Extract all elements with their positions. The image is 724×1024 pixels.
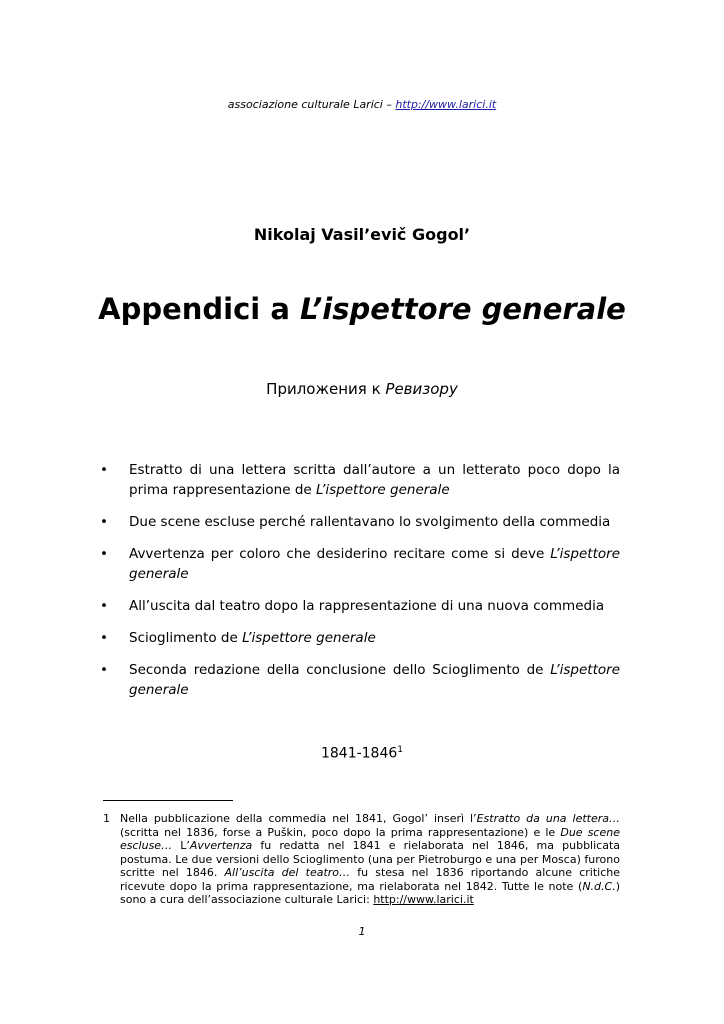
list-item-text: Seconda redazione della conclusione dello Scioglimento de (129, 662, 551, 678)
list-item-text: All’uscita dal teatro dopo la rappresentazione di una nuova commedia (129, 598, 605, 614)
subtitle-italic: Ревизору (385, 380, 458, 398)
bullet-icon: • (100, 662, 108, 678)
footnote-number: 1 (103, 812, 110, 825)
list-item (100, 596, 620, 616)
date-text: 1841-1846 (320, 745, 398, 762)
list-item-italic: L’ispettore generale (129, 546, 620, 582)
footnote-segment: L’ (172, 839, 190, 852)
footnote-italic: N.d.C. (582, 879, 616, 893)
footnote-italic: Estratto da una lettera… (476, 812, 620, 825)
russian-subtitle (0, 380, 724, 398)
footnote-segment: (scritta nel 1836, forse a Puškin, poco dopo la prima rappresentazione) e le (120, 825, 561, 839)
list-item (100, 460, 620, 500)
document-title (0, 292, 724, 327)
page-header (0, 98, 724, 111)
header-text: associazione culturale Larici – (227, 98, 396, 111)
bullet-icon: • (100, 598, 108, 614)
bullet-icon: • (100, 630, 108, 646)
list-item (100, 628, 620, 648)
list-item-text: Due scene escluse perché rallentavano lo svolgimento della commedia (129, 514, 611, 530)
footnote-italic: Due scene escluse… (120, 825, 620, 852)
bullet-icon: • (100, 462, 108, 478)
list-item (100, 544, 620, 584)
footnote-text (120, 812, 620, 907)
footnote-segment: fu redatta nel 1841 e rielaborata nel 1846, ma pubblicata postuma. Le due versioni dello Scioglimento (una per Pietroburgo e una per Mosca) furono scritte nel 1846. (120, 839, 621, 879)
footnote-segment: fu stesa nel 1836 riportando alcune critiche ricevute dopo la prima rappresentazione, ma rielaborata nel 1842. Tutte le note ( (120, 866, 620, 893)
footnote-ref[interactable]: 1 (397, 745, 404, 755)
footnote-separator (103, 800, 233, 801)
contents-list (100, 460, 620, 700)
list-item (100, 660, 620, 700)
footnote-link[interactable]: http://www.larici.it (373, 893, 474, 906)
title-italic: L’ispettore generale (300, 292, 626, 326)
page-number: 1 (358, 925, 366, 938)
list-item-italic: L’ispettore generale (315, 482, 450, 498)
footnote (103, 812, 620, 907)
footnote-italic: All’uscita del teatro… (224, 866, 351, 879)
bullet-icon: • (100, 514, 108, 530)
list-item-italic: L’ispettore generale (242, 630, 376, 646)
footnote-segment: ) sono a cura dell’associazione culturale Larici: (120, 879, 620, 906)
footnote-italic: Avvertenza (189, 839, 253, 852)
subtitle-prefix: Приложения к (266, 380, 386, 398)
bullet-icon: • (100, 546, 108, 562)
header-link[interactable]: http://www.larici.it (395, 98, 497, 111)
footnote-segment: Nella pubblicazione della commedia nel 1841, Gogol’ inserì l’ (120, 812, 477, 825)
author-name: Nikolaj Vasil’evič Gogol’ (253, 225, 471, 244)
list-item-italic: L’ispettore generale (129, 662, 620, 698)
list-item-text: Scioglimento de (129, 630, 243, 646)
list-item-text: Avvertenza per coloro che desiderino recitare come si deve (129, 546, 551, 562)
title-prefix: Appendici a (98, 292, 300, 326)
list-item (100, 512, 620, 532)
date-range (0, 745, 724, 762)
list-item-text: Estratto di una lettera scritta dall’autore a un letterato poco dopo la prima rappresentazione de (129, 462, 620, 498)
